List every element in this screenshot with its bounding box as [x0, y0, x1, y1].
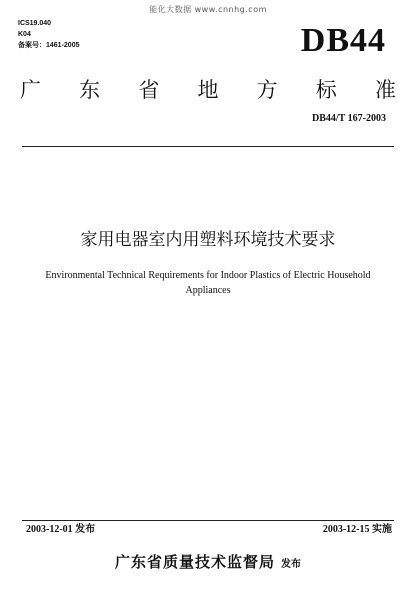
issuer-suffix: 发布 — [281, 559, 301, 570]
watermark-text: 能化大数据 www.cnnhg.com — [149, 5, 267, 14]
ics-code: ICS19.040 — [18, 20, 52, 27]
bottom-divider — [22, 520, 394, 521]
standard-badge: DB44 — [300, 22, 386, 59]
title-english-line: Appliances — [185, 285, 231, 296]
title-english — [30, 268, 386, 298]
standard-type-char: 广 — [20, 78, 41, 102]
title-english-line: Environmental Technical Requirements for Indoor Plastics of Electric Household — [45, 270, 371, 281]
standard-number: DB44/T 167-2003 — [312, 113, 386, 124]
issuer — [0, 551, 416, 572]
standard-type-char: 标 — [315, 78, 337, 102]
title-chinese: 家用电器室内用塑料环境技术要求 — [80, 230, 336, 250]
standard-type-char: 准 — [374, 78, 396, 102]
standard-type-char: 东 — [79, 78, 101, 102]
issuer-organization: 广东省质量技术监督局 — [114, 553, 275, 571]
standard-type-char: 省 — [138, 78, 160, 102]
meta-block — [18, 18, 79, 51]
implementation-date: 2003-12-15 实施 — [322, 524, 392, 535]
top-divider — [22, 146, 394, 147]
classification-code: K04 — [18, 31, 31, 38]
record-number: 备案号：1461-2005 — [18, 42, 80, 49]
standard-type-char: 地 — [197, 78, 219, 102]
standard-type-char: 方 — [256, 78, 278, 102]
issue-date: 2003-12-01 发布 — [26, 524, 96, 535]
standard-type-heading — [20, 78, 396, 102]
